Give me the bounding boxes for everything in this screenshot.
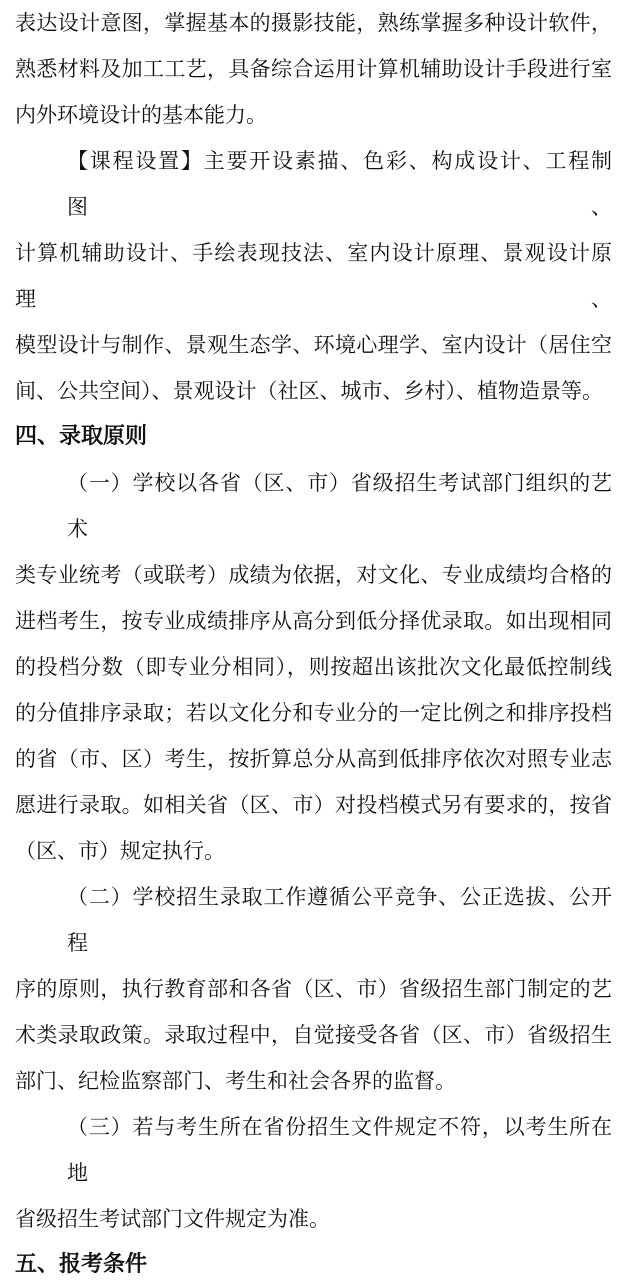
paragraph xyxy=(15,874,612,1104)
text-line: （三）若与考生所在省份招生文件规定不符，以考生所在地 xyxy=(67,1115,612,1185)
text-line: 熟悉材料及加工工艺，具备综合运用计算机辅助设计手段进行室 xyxy=(15,57,612,81)
paragraph xyxy=(15,0,612,138)
section-heading xyxy=(15,414,612,460)
text-line: 省级招生考试部门文件规定为准。 xyxy=(15,1207,330,1231)
text-line: 类专业统考（或联考）成绩为依据，对文化、专业成绩均合格的 xyxy=(15,563,612,587)
paragraph xyxy=(15,1104,612,1242)
document-body xyxy=(15,0,612,1288)
text-line: 的分值排序录取；若以文化分和专业分的一定比例之和排序投档 xyxy=(15,701,612,725)
section-heading xyxy=(15,1242,612,1288)
paragraph xyxy=(15,138,612,414)
heading-text: 四、录取原则 xyxy=(15,424,148,449)
text-line: 进档考生，按专业成绩排序从高分到低分择优录取。如出现相同 xyxy=(15,609,612,633)
text-line: （一）学校以各省（区、市）省级招生考试部门组织的艺术 xyxy=(67,471,612,541)
text-line: 的省（市、区）考生，按折算总分从高到低排序依次对照专业志 xyxy=(15,747,612,771)
text-line: 术类录取政策。录取过程中，自觉接受各省（区、市）省级招生 xyxy=(15,1023,612,1047)
text-line: 【课程设置】主要开设素描、色彩、构成设计、工程制图、 xyxy=(67,149,612,219)
text-line: 计算机辅助设计、手绘表现技法、室内设计原理、景观设计原理、 xyxy=(15,241,612,311)
paragraph xyxy=(15,460,612,874)
text-line: 间、公共空间）、景观设计（社区、城市、乡村）、植物造景等。 xyxy=(15,379,603,403)
text-line: 愿进行录取。如相关省（区、市）对投档模式另有要求的，按省 xyxy=(15,793,612,817)
text-line: 序的原则，执行教育部和各省（区、市）省级招生部门制定的艺 xyxy=(15,977,612,1001)
text-line: 内外环境设计的基本能力。 xyxy=(15,103,267,127)
text-line: 模型设计与制作、景观生态学、环境心理学、室内设计（居住空 xyxy=(15,333,612,357)
text-line: 表达设计意图，掌握基本的摄影技能，熟练掌握多种设计软件， xyxy=(15,11,612,35)
text-line: （区、市）规定执行。 xyxy=(15,839,225,863)
text-line: （二）学校招生录取工作遵循公平竞争、公正选拔、公开程 xyxy=(67,885,612,955)
heading-text: 五、报考条件 xyxy=(15,1252,148,1277)
text-line: 部门、纪检监察部门、考生和社会各界的监督。 xyxy=(15,1069,456,1093)
text-line: 的投档分数（即专业分相同），则按超出该批次文化最低控制线 xyxy=(15,655,612,679)
